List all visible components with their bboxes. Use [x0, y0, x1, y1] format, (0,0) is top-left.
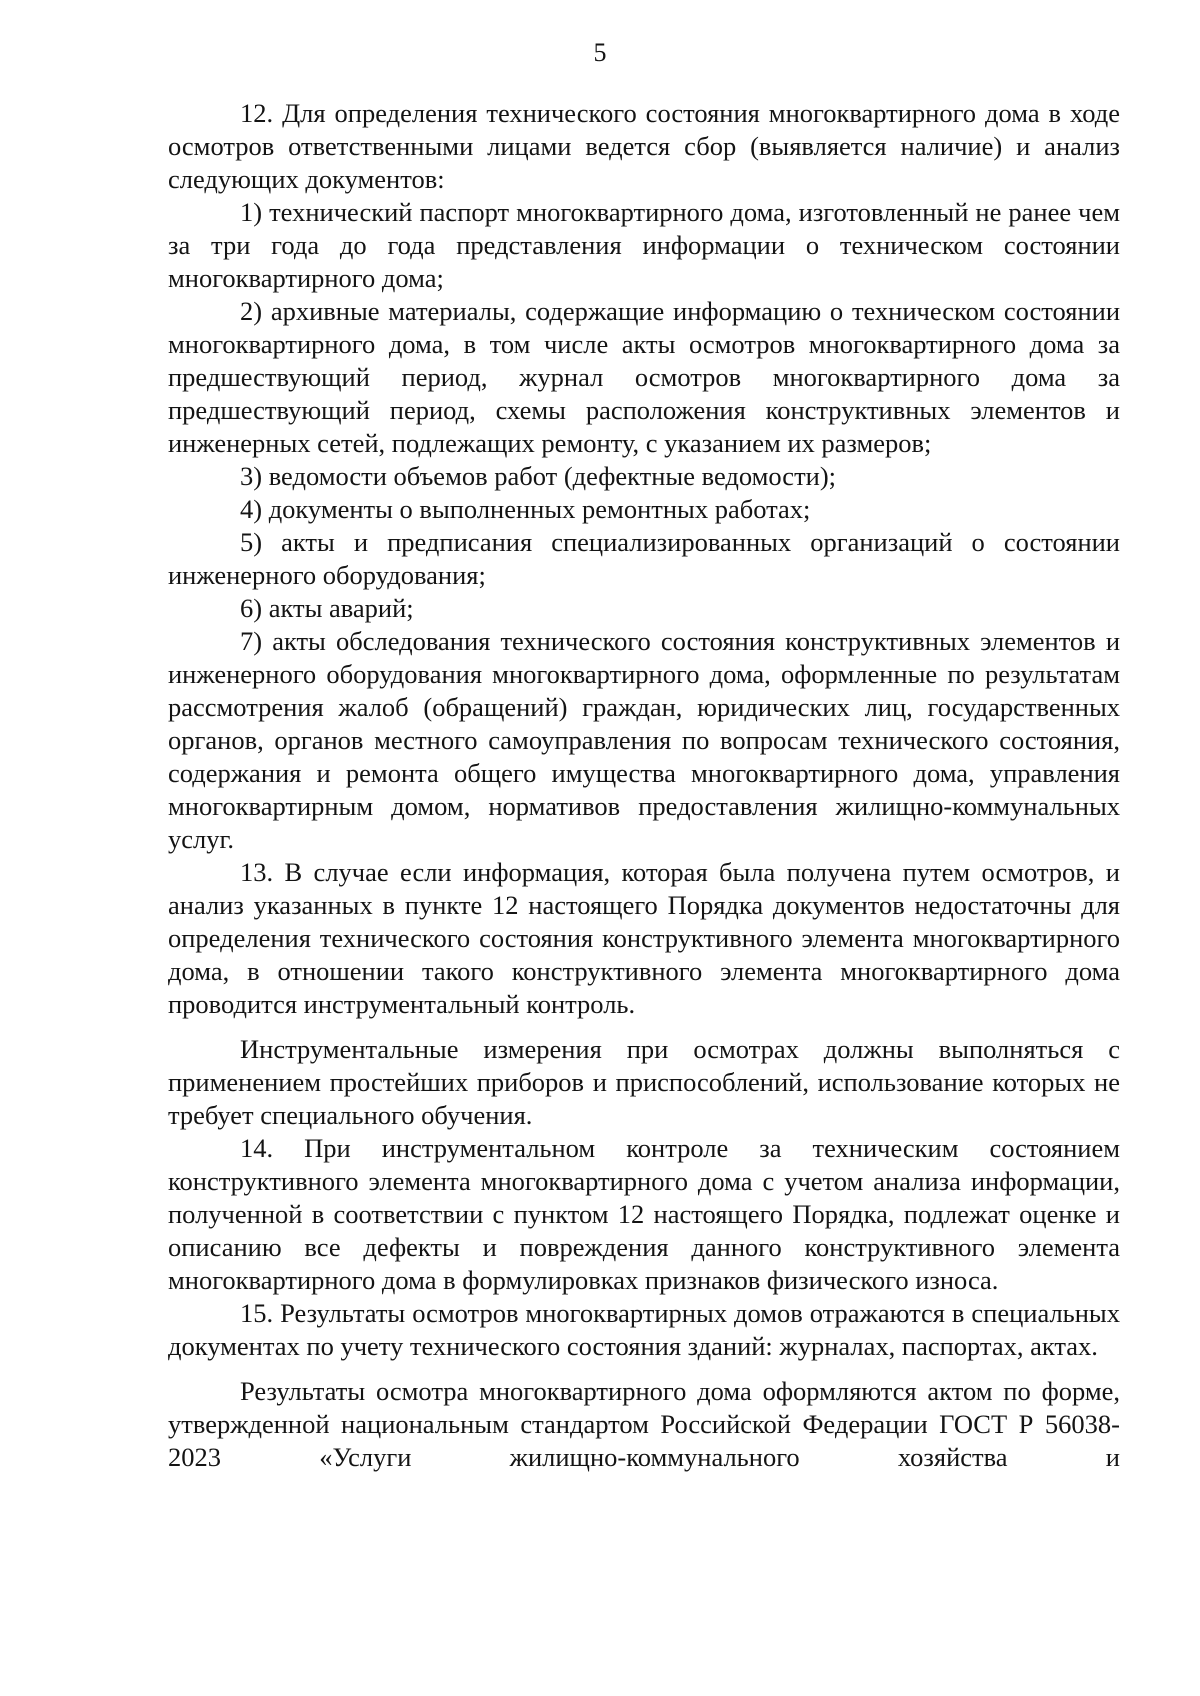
- list-item-1: 1) технический паспорт многоквартирного дома, изготовленный не ранее чем за три года до года представления информации о техническом состоянии многоквартирного дома;: [168, 197, 1120, 293]
- list-item-6: 6) акты аварий;: [240, 593, 414, 623]
- page-number: 5: [593, 38, 607, 67]
- paragraph-instrumental-measurements: Инструментальные измерения при осмотрах должны выполняться с применением простейших приборов и приспособлений, использование которых не требует специального обучения.: [168, 1034, 1120, 1130]
- paragraph-14: 14. При инструментальном контроле за техническим состоянием конструктивного элемента многоквартирного дома с учетом анализа информации, полученной в соответствии с пунктом 12 настоящего Порядка, подлежат оценке и описанию все дефекты и повреждения данного конструктивного элемента многоквартирного дома в формулировках признаков физического износа.: [168, 1133, 1120, 1295]
- list-item-3: 3) ведомости объемов работ (дефектные ведомости);: [240, 461, 837, 491]
- list-item-7: 7) акты обследования технического состояния конструктивных элементов и инженерного оборудования многоквартирного дома, оформленные по результатам рассмотрения жалоб (обращений) граждан, юридических лиц, государственных органов, органов местного самоуправления по вопросам технического состояния, содержания и ремонта общего имущества многоквартирного дома, управления многоквартирным домом, нормативов предоставления жилищно-коммунальных услуг.: [168, 626, 1120, 854]
- paragraph-15: 15. Результаты осмотров многоквартирных домов отражаются в специальных документах по учету технического состояния зданий: журналах, паспортах, актах.: [168, 1298, 1120, 1361]
- list-item-4: 4) документы о выполненных ремонтных работах;: [240, 494, 811, 524]
- paragraph-inspection-results: Результаты осмотра многоквартирного дома оформляются актом по форме, утвержденной национальным стандартом Российской Федерации ГОСТ Р 56038-2023 «Услуги жилищно-коммунального хозяйства и: [168, 1376, 1120, 1472]
- list-item-2: 2) архивные материалы, содержащие информацию о техническом состоянии многоквартирного дома, в том числе акты осмотров многоквартирного дома за предшествующий период, журнал осмотров многоквартирного дома за предшествующий период, схемы расположения конструктивных элементов и инженерных сетей, подлежащих ремонту, с указанием их размеров;: [168, 296, 1120, 458]
- document-body: [168, 97, 1120, 1474]
- paragraph-12: 12. Для определения технического состояния многоквартирного дома в ходе осмотров ответственными лицами ведется сбор (выявляется наличие) и анализ следующих документов:: [168, 98, 1120, 194]
- paragraph-13: 13. В случае если информация, которая была получена путем осмотров, и анализ указанных в пункте 12 настоящего Порядка документов недостаточны для определения технического состояния конструктивного элемента многоквартирного дома, в отношении такого конструктивного элемента многоквартирного дома проводится инструментальный контроль.: [168, 857, 1120, 1019]
- list-item-5: 5) акты и предписания специализированных организаций о состоянии инженерного оборудования;: [168, 527, 1120, 590]
